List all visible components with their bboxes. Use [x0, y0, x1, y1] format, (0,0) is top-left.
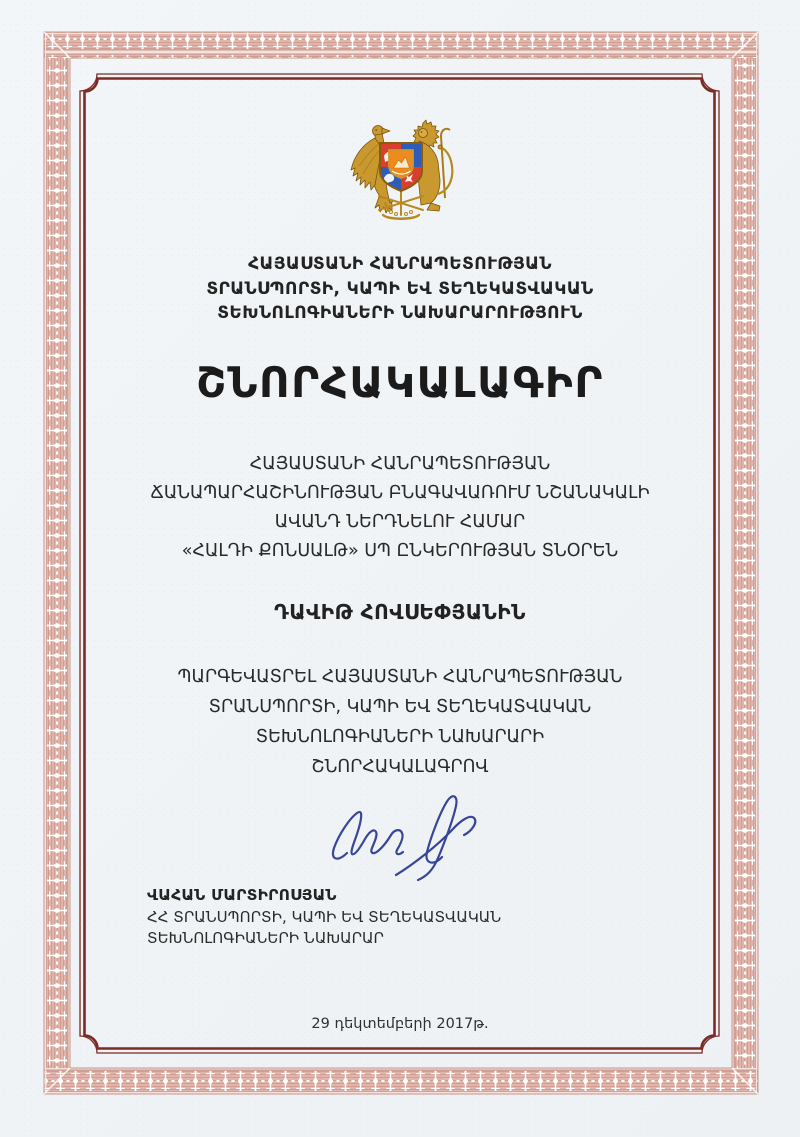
signer-block: [147, 886, 501, 948]
ministry-line: ՀԱՅԱՍՏԱՆԻ ՀԱՆՐԱՊԵՏՈՒԹՅԱՆ: [248, 254, 552, 274]
armenia-coat-of-arms-icon: [339, 116, 463, 236]
citation-line: ԱՎԱՆԴ ՆԵՐԴՆԵԼՈՒ ՀԱՄԱՐ: [274, 512, 526, 532]
issue-date: 29 դեկտեմբերի 2017թ.: [311, 1016, 489, 1032]
ministry-header: [0, 252, 800, 326]
ministry-line: ՏՐԱՆՍՊՈՐՏԻ, ԿԱՊԻ ԵՎ ՏԵՂԵԿԱՏՎԱԿԱՆ: [206, 278, 594, 299]
ministry-line: ՏԵԽՆՈԼՈԳԻԱՆԵՐԻ ՆԱԽԱՐԱՐՈՒԹՅՈՒՆ: [217, 303, 583, 323]
signature: [300, 782, 500, 882]
citation-line: ՀԱՅԱՍՏԱՆԻ ՀԱՆՐԱՊԵՏՈՒԹՅԱՆ: [249, 454, 551, 474]
certificate-title: ՇՆՈՐՀԱԿԱԼԱԳԻՐ: [196, 358, 604, 407]
signer-title-line: ՏԵԽՆՈԼՈԳԻԱՆԵՐԻ ՆԱԽԱՐԱՐ: [147, 928, 384, 947]
signer-name: ՎԱՀԱՆ ՄԱՐՏԻՐՈՍՅԱՆ: [147, 886, 337, 904]
citation-text: [0, 450, 800, 566]
emblem-shield: [380, 143, 422, 191]
award-line: ՏՐԱՆՍՊՈՐՏԻ, ԿԱՊԻ ԵՎ ՏԵՂԵԿԱՏՎԱԿԱՆ: [208, 697, 592, 717]
award-text: [0, 662, 800, 782]
award-line: ՇՆՈՐՀԱԿԱԼԱԳՐՈՎ: [311, 757, 489, 777]
signer-title-line: ՀՀ ՏՐԱՆՍՊՈՐՏԻ, ԿԱՊԻ ԵՎ ՏԵՂԵԿԱՏՎԱԿԱՆ: [147, 908, 502, 926]
citation-line: ՃԱՆԱՊԱՐՀԱՇԻՆՈՒԹՅԱՆ ԲՆԱԳԱՎԱՌՈՒՄ ՆՇԱՆԱԿԱԼԻ: [150, 483, 650, 503]
award-line: ՏԵԽՆՈԼՈԳԻԱՆԵՐԻ ՆԱԽԱՐԱՐԻ: [255, 727, 545, 747]
award-line: ՊԱՐԳԵՎԱՏՐԵԼ ՀԱՅԱՍՏԱՆԻ ՀԱՆՐԱՊԵՏՈՒԹՅԱՆ: [177, 667, 623, 687]
recipient-name: ԴԱՎԻԹ ՀՈՎՍԵՓՅԱՆԻՆ: [274, 600, 526, 624]
citation-line: «ՀԱԼԴԻ ՔՈՆՍԱԼԹ» ՍՊ ԸՆԿԵՐՈՒԹՅԱՆ ՏՆՕՐԵՆ: [181, 541, 619, 561]
